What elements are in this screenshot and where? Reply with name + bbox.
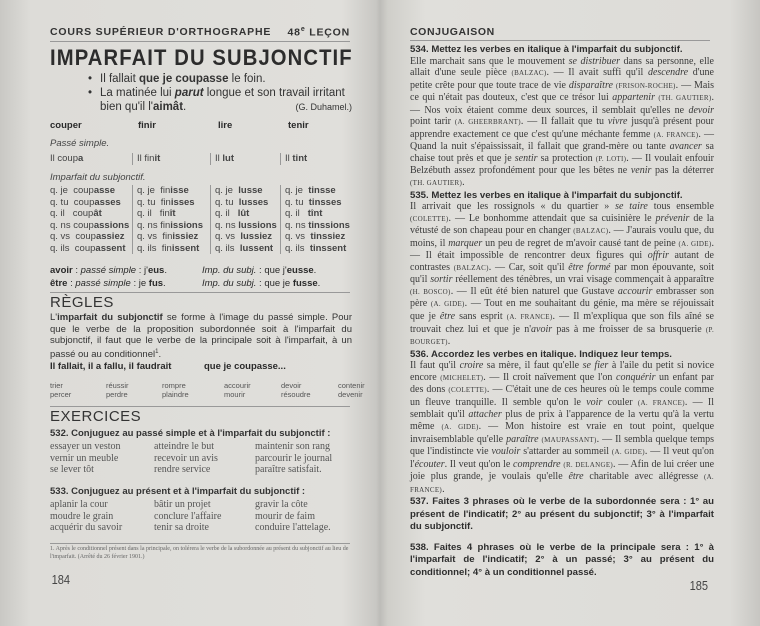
stem: q. tu coup: [50, 196, 95, 208]
verb-item: trier: [50, 381, 63, 390]
exercise-item: conclure l'affaire: [154, 510, 222, 522]
ending: issiez: [172, 231, 199, 242]
verb-item: plaindre: [162, 390, 189, 399]
verb-to-conjugate: comprendre: [513, 458, 561, 470]
citation: (BALZAC): [511, 69, 547, 78]
text-run: sa protection: [537, 152, 596, 164]
verb-to-conjugate: accourir: [617, 285, 653, 297]
conjugation-form: [50, 185, 129, 197]
stem: q. ns: [215, 219, 239, 231]
ending: lusses: [238, 196, 269, 208]
example-1: [88, 72, 352, 86]
aux-etre: être : passé simple : je fus. Imp. du subj. : que je fusse.: [50, 277, 321, 289]
text-run: . — Le bonhomme attendait que sa cuisinière le: [448, 212, 656, 224]
exercise-537: 537. Faites 3 phrases où le verbe de la subordonnée sera : 1° au présent de l'indicatif; 2° au présent du subjonctif; 3° à l'imparfait du subjonctif.: [410, 496, 714, 533]
page-number: 185: [689, 578, 709, 593]
verb-header: finir: [138, 120, 156, 131]
lesson-title: IMPARFAIT DU SUBJONCTIF: [50, 45, 353, 70]
verb-item: accourir: [224, 381, 251, 390]
conjugation-form: [137, 243, 203, 255]
ps-stem: Il: [215, 153, 223, 164]
verb-to-conjugate: attacher: [468, 409, 502, 421]
aux-imp-pre: que j': [264, 265, 287, 276]
verb-to-conjugate: se distribuer: [568, 55, 620, 67]
verb-to-conjugate: devoir: [688, 104, 714, 116]
conjugation-form: [215, 243, 277, 255]
exercises-text: [410, 44, 714, 579]
aux-ps-pre: je: [138, 277, 149, 289]
exercise-534-text: [410, 56, 714, 190]
text-run: de la vétusté de son chapeau pour en changer: [410, 212, 714, 237]
conjugation-form: [137, 220, 203, 232]
page-number: 184: [51, 572, 71, 587]
conjugation-form: [215, 185, 277, 197]
stem: q. ns fin: [137, 219, 171, 231]
text-run: Il arrivait que les rossignols « du quartier »: [410, 201, 616, 213]
text-run: par mon épouvante, soit qu'il: [410, 261, 714, 286]
citation: (A. GIDE): [441, 422, 479, 431]
aux-avoir: avoir : passé simple : j'eus. Imp. du subj. : que j'eusse.: [50, 265, 317, 276]
verb-item: devoir: [281, 381, 302, 390]
ps-form: [285, 153, 307, 165]
conjugation-form: [137, 231, 203, 243]
citation: (FRISON-ROCHE): [615, 81, 676, 90]
ending: assent: [95, 242, 126, 254]
aux-imp-pre: que je: [264, 277, 293, 289]
citation: (MAUPASSANT): [541, 435, 597, 444]
ending: tinsses: [308, 196, 342, 208]
conjugation-form: [50, 243, 129, 255]
verb-to-conjugate: être: [439, 311, 456, 323]
stem: q. ns coup: [50, 219, 94, 231]
regles-example-left: Il fallait, il a fallu, il faudrait: [50, 361, 172, 372]
text-run: . — Il était impossible de rencontrer deux figures qui: [410, 237, 714, 262]
text-run: . — Il fallait que tu: [520, 116, 608, 128]
aux-verb: être: [50, 277, 68, 289]
conjugation-column: [132, 185, 203, 254]
exercise-item: maintenir son rang: [255, 441, 330, 452]
text-run: . — Mon histoire est vraie en tout point, quelque invraisemblable qu'elle: [410, 420, 715, 445]
running-header: CONJUGAISON: [410, 26, 710, 41]
verb-to-conjugate: être: [568, 471, 584, 483]
ending: isses: [170, 196, 195, 208]
ps-ending: lut: [222, 153, 234, 164]
text-run: sans esprit: [455, 311, 507, 323]
text-run: pas la déterrer: [651, 165, 714, 177]
ending: issions: [170, 219, 204, 231]
stem: q. tu: [215, 196, 239, 208]
citation: (A. FRANCE): [506, 313, 553, 322]
ex1-post: le foin.: [228, 73, 266, 85]
text-run: Elle marchait sans que le mouvement: [410, 55, 569, 67]
exercise-item: rendre service: [154, 464, 211, 475]
text-run: .: [447, 336, 451, 348]
verb-to-conjugate: descendre: [647, 67, 689, 79]
ending: ât: [93, 208, 102, 219]
footnote-mark: 1: [155, 348, 159, 355]
example-2: [88, 86, 352, 114]
verb-to-conjugate: venir: [630, 165, 652, 177]
text-run: . — Il croit naïvement que l'on: [483, 371, 617, 383]
aux-ps-label: passé simple: [75, 277, 131, 289]
aux-ps-label: passé simple: [80, 265, 137, 276]
text-run: . — Car, soit qu'il: [488, 261, 569, 273]
conjugation-form: [285, 197, 350, 209]
stem: q. vs fin: [137, 231, 173, 242]
stem: q. je fin: [137, 185, 171, 196]
ending: tinsse: [308, 185, 336, 196]
exercise-item: essayer un veston: [50, 441, 121, 452]
stem: q. je: [285, 185, 309, 196]
verb-to-conjugate: prévenir: [655, 212, 690, 224]
regles-example: [50, 361, 352, 372]
ex1-bold: que je coupasse: [139, 73, 229, 85]
text-run: . — Il semblait qu'il: [410, 396, 714, 421]
aux-imp-label: Imp. du subj.: [202, 265, 257, 276]
conjugation-form: [137, 185, 203, 197]
verb-to-conjugate: vivre: [607, 116, 628, 128]
ending: lusse: [238, 185, 263, 196]
text-run: . — Il eût été bien naturel que Gustave: [450, 285, 618, 297]
stem: q. il: [215, 208, 238, 219]
ending: tinssent: [309, 242, 347, 254]
aux-ps: fus: [148, 277, 164, 289]
regles-pre: L': [50, 312, 58, 323]
ending: tinssions: [308, 219, 350, 231]
exercise-item: bâtir un projet: [154, 499, 211, 510]
text-run: tous ensemble: [647, 201, 714, 213]
footnote: 1. Après le conditionnel présent dans la principale, on tolérera le verbe de la subordonnée au présent du subjonctif au lieu de l'imparfait. (Arrêté du 26 février 1901.): [50, 546, 349, 560]
ps-stem: Il coup: [50, 153, 78, 164]
verb-header: couper: [50, 120, 82, 131]
citation: (A. GIDE): [430, 300, 465, 309]
ex2-post: .: [183, 101, 187, 113]
ending: isse: [170, 185, 189, 196]
conjugation-form: [50, 220, 129, 232]
ps-ending: tint: [292, 153, 308, 164]
verb-item: devenir: [338, 390, 363, 399]
ps-form: [215, 153, 234, 165]
text-run: . — Il sembla quelque temps que l'indistincte vie: [410, 433, 715, 458]
verb-to-conjugate: conquérir: [616, 371, 656, 383]
verb-to-conjugate: être formé: [568, 261, 611, 273]
conjugation-column: [50, 185, 129, 254]
regles-end: .: [158, 348, 162, 360]
exercise-535-title: 535. Mettez les verbes en italique à l'imparfait du subjonctif.: [410, 189, 683, 201]
conjugation-form: [50, 208, 129, 220]
text-run: un enfant par des dons: [410, 371, 714, 396]
exercise-535-text: [410, 201, 714, 349]
conjugation-column: [210, 185, 277, 254]
citation: (H. BOSCO): [410, 287, 451, 296]
exercise-item: recevoir un avis: [154, 452, 218, 464]
conjugation-form: [215, 197, 277, 209]
verb-item: mourir: [224, 390, 246, 399]
conjugation-form: [215, 231, 277, 243]
verb-to-conjugate: voir: [586, 396, 603, 408]
divider: [50, 406, 350, 407]
stem: q. vs: [215, 231, 241, 242]
imparfait-table: [50, 185, 360, 255]
verb-to-conjugate: vouloir: [491, 446, 521, 458]
exercise-item: acquérir du savoir: [50, 522, 123, 533]
text-run: charitable avec allégresse: [583, 471, 704, 483]
verb-header: tenir: [288, 120, 309, 131]
stem: q. ils: [285, 242, 310, 254]
exercise-item: tenir sa droite: [154, 522, 209, 533]
exercise-534-title: 534. Mettez les verbes en italique à l'imparfait du subjonctif.: [410, 44, 683, 55]
conjugation-form: [137, 208, 203, 220]
citation: (BALZAC): [573, 227, 609, 236]
citation: (P. BOURGET): [410, 325, 714, 347]
text-run: . — J'aurais voulu que, du moins, il: [410, 225, 714, 249]
citation: (P. LOTI): [595, 154, 627, 163]
text-run: .: [462, 177, 465, 189]
verb-to-conjugate: écouter: [414, 458, 445, 470]
ending: lussions: [238, 219, 277, 231]
stem: q. tu fin: [137, 196, 171, 208]
verb-item: réussir: [106, 381, 129, 390]
stem: q. ils: [215, 242, 240, 254]
verb-to-conjugate: disparaître: [568, 79, 613, 91]
verb-to-conjugate: paraître: [506, 433, 539, 445]
citation: (A. GIDE): [678, 239, 712, 248]
regles-text: [50, 312, 352, 360]
example-sentences: [88, 72, 352, 114]
text-run: . — Quand la nuit s'épaississait, il fallait que grand-mère ou tante: [410, 128, 715, 153]
conjugation-column: [280, 185, 350, 254]
ex2-bold: aimât: [152, 101, 184, 113]
text-run: embrasser son père: [410, 285, 715, 310]
aux-imp: eusse: [286, 265, 314, 276]
verb-to-conjugate: offrir: [647, 250, 669, 262]
verb-to-conjugate: sentir: [514, 152, 538, 164]
verb-item: perdre: [106, 390, 128, 399]
exercices-heading: EXERCICES: [50, 408, 142, 425]
stem: q. il coup: [50, 208, 94, 219]
citation: (A. FRANCE): [410, 473, 714, 494]
text-run: . Il veut qu'on le: [444, 458, 514, 470]
citation: (A. FRANCE): [637, 398, 685, 407]
conjugation-form: [285, 185, 350, 197]
text-run: Il faut qu'il: [410, 360, 460, 372]
auxiliaries: [50, 265, 360, 290]
divider: [50, 292, 350, 293]
text-run: . — C'était une de ces heures où le temps coule comme un fleuve tranquille. Il semble qu'on le: [410, 384, 714, 408]
lesson-word: LEÇON: [309, 26, 350, 39]
conjugation-form: [215, 220, 277, 232]
exercise-533-title: 533. Conjuguez au présent et à l'imparfait du subjonctif :: [50, 486, 306, 497]
ending: tînt: [307, 208, 323, 219]
ex2-mid: longue et son travail irritant bien qu'il l': [100, 87, 345, 113]
citation: (COLETTE): [448, 386, 487, 395]
aux-imp: fusse: [292, 277, 318, 289]
stem: q. ils fin: [137, 242, 172, 254]
ending: tinssiez: [310, 231, 346, 242]
regles-post: se forme à l'image du passé simple. Pour que le verbe de la proposition subordonnée soit à l'imparfait du subjonctif, il faut que le verbe de la principale soit à l'imparfait, à un passé ou au conditionnel: [50, 312, 353, 360]
verb-to-conjugate: marquer: [448, 237, 483, 249]
exercise-item: vernir un meuble: [50, 452, 119, 464]
ending: asses: [94, 196, 121, 208]
citation: (MICHELET): [440, 373, 484, 382]
conjugation-form: [285, 243, 350, 255]
stem: q. tu: [285, 196, 309, 208]
text-run: . — Il m'expliqua que son fils aîné se trouvait chez lui et que je n': [410, 311, 714, 335]
stem: q. vs: [285, 231, 311, 242]
verb-item: rompre: [162, 381, 186, 390]
text-run: . — Tout en me souhaitant du génie, ma mère se réjouissait que je: [410, 298, 714, 323]
conjugation-form: [137, 197, 203, 209]
stem: q. il fin: [137, 208, 170, 219]
ending: lût: [237, 208, 250, 219]
conjugation-form: [50, 231, 129, 243]
text-run: plus de prix à l'apparence de la vertu qu'à la vertu même: [410, 409, 714, 432]
ending: assions: [93, 219, 130, 231]
citation: (TH. GAUTIER): [658, 94, 712, 103]
stem: q. ns: [285, 219, 309, 231]
text-run: . — Il voulait enfouir Belzébuth assez profondément pour que les bêtes ne: [410, 152, 715, 177]
ending: lussiez: [240, 231, 273, 242]
verb-to-conjugate: se fier: [582, 360, 609, 372]
regles-example-right: que je coupasse...: [204, 361, 286, 372]
text-run: . — Il veut qu'on l': [410, 446, 714, 470]
ps-ending: it: [154, 153, 161, 164]
citation: (COLETTE): [410, 214, 449, 223]
verb-to-conjugate: avoir: [531, 323, 553, 335]
conjugation-form: [285, 231, 350, 243]
text-run: point tarir: [410, 116, 455, 128]
running-header: [50, 26, 350, 42]
text-run: . — Mais ce qui n'était pas douteux, c'est que ce trésor lui: [410, 79, 715, 104]
text-run: un peu de regret de m'avoir causé tant de peine: [482, 237, 679, 249]
exercise-item: se lever tôt: [50, 464, 94, 475]
ending: asse: [93, 185, 115, 196]
course-title: COURS SUPÉRIEUR D'ORTHOGRAPHE: [50, 26, 272, 38]
text-run: sa chaise tout près et que je: [410, 141, 714, 164]
citation: (R. DELANGE): [563, 460, 614, 469]
conjugation-form: [285, 208, 350, 220]
verb-to-conjugate: se taire: [615, 201, 648, 213]
exercise-item: gravir la côte: [255, 499, 308, 510]
citation: (A. GIDE): [611, 448, 645, 457]
ex2-pre: La matinée lui: [100, 87, 175, 99]
imparfait-label: Imparfait du subjonctif.: [50, 172, 146, 183]
lesson-label: [288, 26, 350, 39]
verb-to-conjugate: croire: [459, 360, 484, 372]
citation: (A. GHEERBRANT): [454, 118, 521, 127]
text-run: autant de contrastes: [410, 250, 714, 273]
exercise-item: parcourir le journal: [255, 452, 333, 464]
verb-item: percer: [50, 390, 72, 399]
aux-ps-pre: j': [144, 265, 148, 276]
ending: ît: [169, 208, 176, 219]
aux-ps: eus: [147, 265, 165, 276]
lesson-sup: e: [300, 26, 306, 33]
regles-bold: imparfait du subjonctif: [57, 312, 163, 323]
ps-stem: Il fin: [137, 153, 155, 164]
exercise-536-text: [410, 360, 714, 496]
aux-verb: avoir: [50, 265, 73, 276]
citation: (TH. GAUTIER): [410, 179, 463, 188]
text-run: sa mère, il faut qu'elle: [483, 360, 583, 372]
text-run: pas à me froisser de sa brusquerie: [552, 323, 706, 335]
conjugation-form: [285, 220, 350, 232]
verb-to-conjugate: avancer: [669, 141, 702, 153]
exercise-538: 538. Faites 4 phrases où le verbe de la principale sera : 1° à l'imparfait de l'indicatif; 2° à un passé; 3° au présent du conditionnel; 4° à un conditionnel passé.: [410, 541, 714, 578]
text-run: d'une petite crête pour que toute trace de vie: [410, 67, 714, 91]
exercise-532-title: 532. Conjuguez au passé simple et à l'imparfait du subjonctif :: [50, 428, 331, 439]
text-run: jusqu'à présent pour apprendre exactement ce que c'est qu'une méchante femme: [410, 116, 714, 140]
footnote-divider: [50, 543, 350, 544]
text-run: à l'aile du petit si novice encore: [410, 360, 715, 383]
regles-heading: RÈGLES: [50, 294, 114, 311]
exercise-item: aplanir la cour: [50, 499, 108, 510]
verb-to-conjugate: sortir: [430, 274, 453, 286]
conjugation-form: [50, 197, 129, 209]
conjugation-form: [215, 208, 277, 220]
verb-to-conjugate: appartenir: [612, 92, 655, 104]
ending: assiez: [95, 231, 125, 242]
verb-header: lire: [218, 120, 233, 131]
ending: lussent: [239, 242, 274, 254]
verb-item: contenir: [338, 381, 365, 390]
right-page: [380, 0, 760, 626]
exercise-item: atteindre le but: [154, 441, 214, 452]
ending: issent: [171, 242, 200, 254]
ex1-pre: Il fallait: [100, 73, 139, 85]
exercise-item: mourir de faim: [255, 510, 315, 522]
citation: (BALZAC): [453, 263, 489, 272]
passe-simple-label: Passé simple.: [50, 138, 110, 149]
example-source: (G. Duhamel.): [295, 102, 352, 112]
text-run: . — Afin de lui créer une joie plus grande, je voulais qu'elle: [410, 458, 715, 483]
ps-form: [137, 153, 160, 165]
text-run: . — Il avait suffi qu'il: [546, 67, 648, 79]
stem: q. je coup: [50, 185, 94, 196]
ps-form: [50, 153, 83, 165]
stem: q. ils coup: [50, 242, 96, 254]
exercise-536-title: 536. Accordez les verbes en italique. Indiquez leur temps.: [410, 348, 672, 360]
text-run: couler: [602, 396, 638, 408]
stem: q. vs coup: [50, 231, 96, 242]
exercise-item: moudre le grain: [50, 510, 114, 522]
text-run: dans sa personne, elle allait d'une seule pièce: [410, 55, 714, 79]
exercise-item: paraître satisfait.: [255, 464, 322, 475]
ex2-bolditalic: parut: [174, 87, 204, 99]
lesson-number: 48: [287, 26, 301, 39]
aux-imp-label: Imp. du subj.: [202, 277, 257, 289]
stem: q. il: [285, 208, 308, 219]
text-run: . — Nos voix étaient comme deux sources, il semblait qu'elles ne: [410, 92, 714, 116]
citation: (A. FRANCE): [653, 130, 699, 139]
verb-item: résoudre: [281, 390, 311, 399]
text-run: s'attarder au sommeil: [520, 446, 612, 458]
ps-stem: Il: [285, 153, 293, 164]
text-run: réellement des ténèbres, un vrai visage commençait à apparaître: [452, 274, 715, 286]
ps-ending: a: [78, 153, 84, 164]
stem: q. je: [215, 185, 239, 196]
exercise-item: conduire l'attelage.: [255, 522, 331, 533]
text-run: .: [442, 483, 445, 495]
